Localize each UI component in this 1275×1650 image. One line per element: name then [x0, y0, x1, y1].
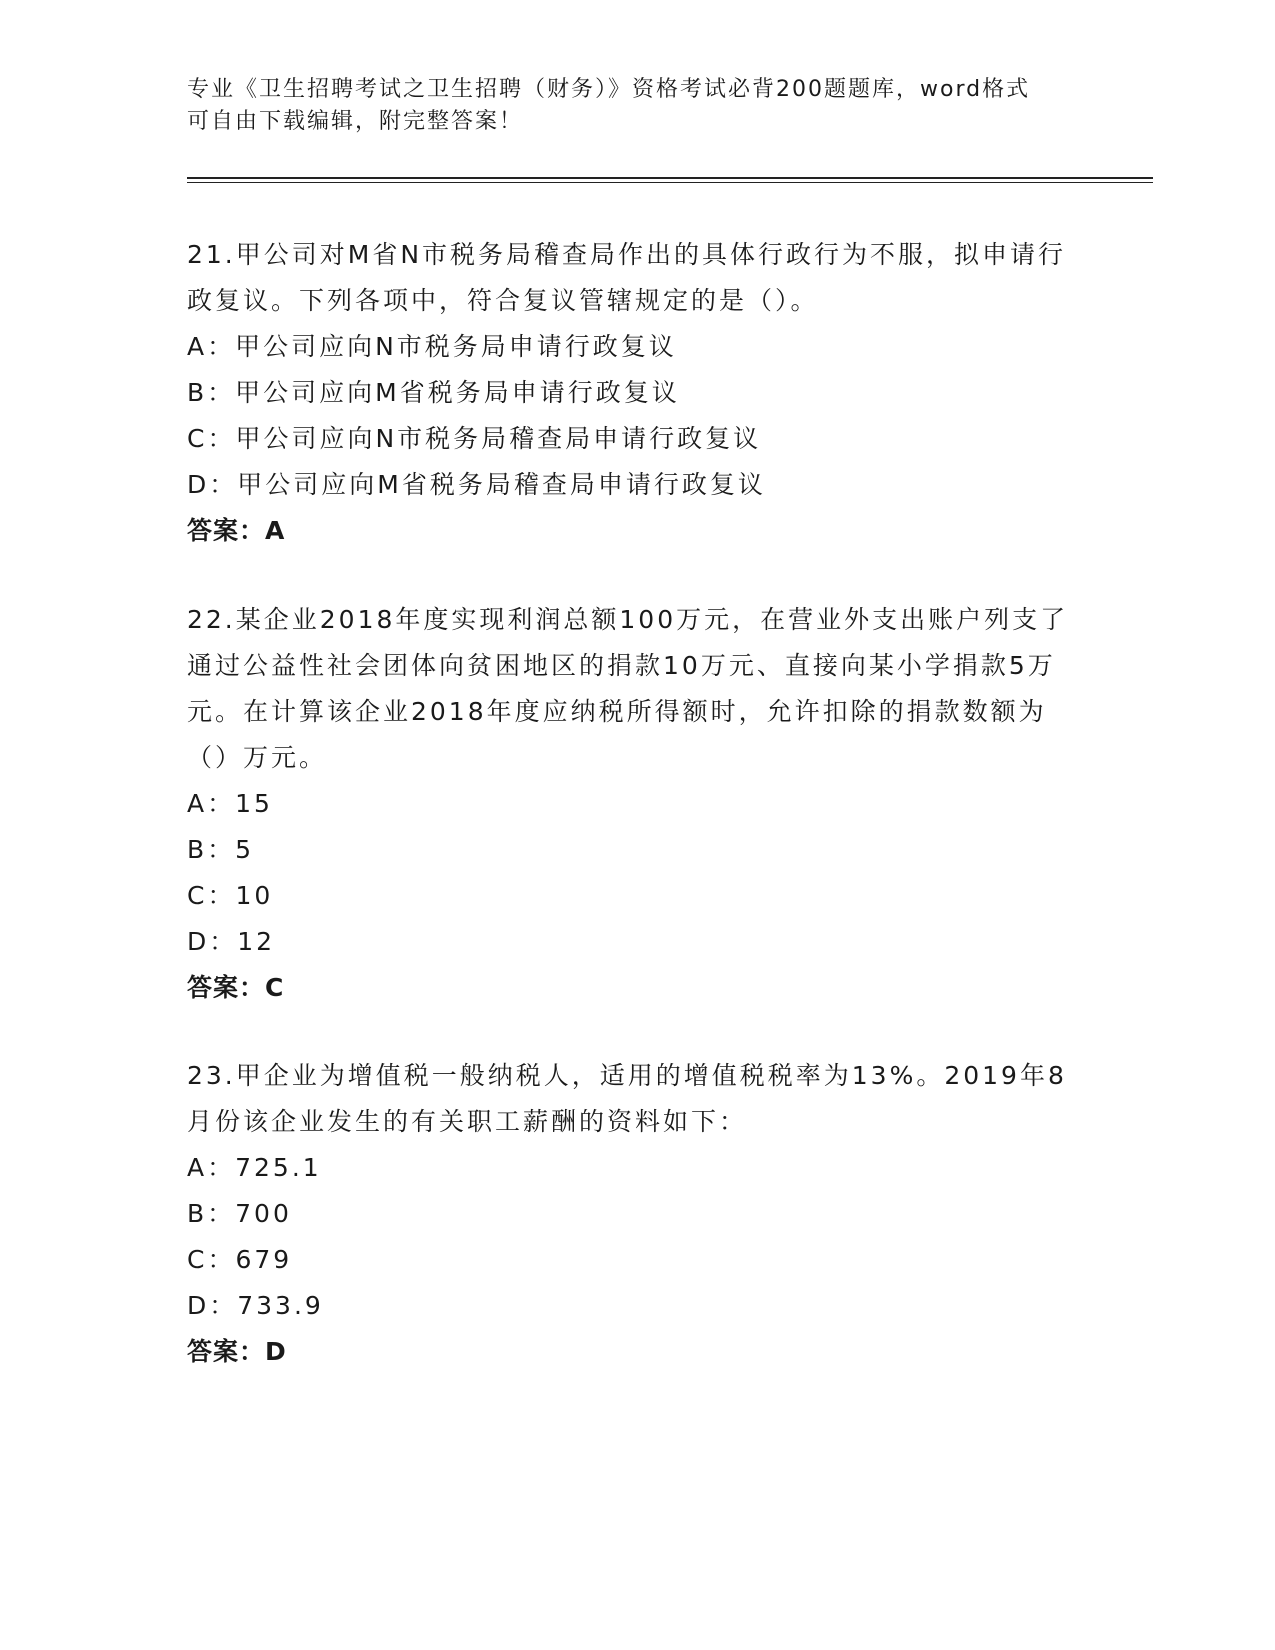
option-a: A：725.1 [187, 1153, 322, 1182]
question-21 [187, 232, 1077, 554]
answer: 答案：D [187, 1337, 287, 1366]
question-text: 22.某企业2018年度实现利润总额100万元，在营业外支出账户列支了通过公益性社会团体向贫困地区的捐款10万元、直接向某小学捐款5万元。在计算该企业2018年度应纳税所得额时，允许扣除的捐款数额为（）万元。 [187, 605, 1069, 772]
option-b: B：700 [187, 1199, 292, 1228]
option-a: A：甲公司应向N市税务局申请行政复议 [187, 332, 677, 361]
question-text: 21.甲公司对M省N市税务局稽查局作出的具体行政行为不服，拟申请行政复议。下列各项中，符合复议管辖规定的是（）。 [187, 240, 1067, 315]
header-line-1: 专业《卫生招聘考试之卫生招聘（财务）》资格考试必背200题题库，word格式 [187, 77, 1031, 102]
option-b: B：甲公司应向M省税务局申请行政复议 [187, 378, 680, 407]
header-divider-thin [187, 182, 1153, 183]
document-header [187, 74, 1067, 138]
question-text: 23.甲企业为增值税一般纳税人，适用的增值税税率为13%。2019年8月份该企业发生的有关职工薪酬的资料如下： [187, 1061, 1067, 1136]
option-d: D：12 [187, 927, 276, 956]
question-23 [187, 1053, 1077, 1375]
option-c: C：679 [187, 1245, 293, 1274]
option-d: D：甲公司应向M省税务局稽查局申请行政复议 [187, 470, 766, 499]
header-line-2: 可自由下载编辑，附完整答案！ [187, 109, 524, 134]
answer: 答案：C [187, 973, 285, 1002]
header-divider-thick [187, 177, 1153, 179]
option-c: C：10 [187, 881, 274, 910]
answer: 答案：A [187, 516, 286, 545]
option-c: C：甲公司应向N市税务局稽查局申请行政复议 [187, 424, 762, 453]
question-22 [187, 597, 1077, 1011]
option-b: B：5 [187, 835, 255, 864]
option-a: A：15 [187, 789, 273, 818]
option-d: D：733.9 [187, 1291, 324, 1320]
